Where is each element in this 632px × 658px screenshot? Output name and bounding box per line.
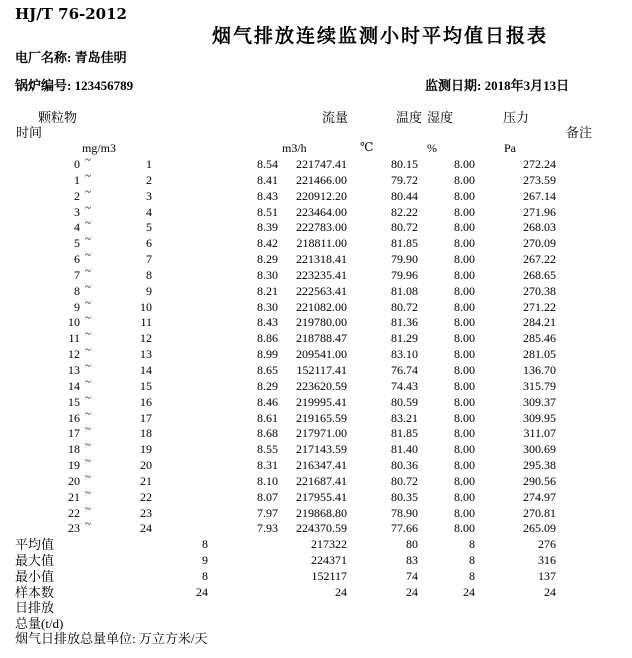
summary-pm: 8 xyxy=(202,568,208,583)
boiler-number-row xyxy=(15,75,133,94)
cell-pm: 8.54 xyxy=(257,157,278,171)
cell-pressure: 284.21 xyxy=(523,315,556,330)
cell-flow: 223620.59 xyxy=(296,378,347,393)
cell-pm: 8.29 xyxy=(257,252,278,267)
cell-pm: 8.31 xyxy=(257,458,278,473)
cell-hour-end: 7 xyxy=(146,252,152,267)
cell-flow: 219165.59 xyxy=(296,410,347,425)
cell-humidity: 8.00 xyxy=(454,394,475,409)
cell-hour-end: 6 xyxy=(146,236,152,251)
column-header-humidity: 湿度 xyxy=(427,110,454,125)
cell-pressure: 285.46 xyxy=(523,331,556,346)
footer-daily-emission-line2: 总量(t/d) xyxy=(15,615,64,631)
cell-flow: 221466.00 xyxy=(296,172,347,187)
cell-humidity: 8.00 xyxy=(454,458,475,473)
cell-humidity: 8.00 xyxy=(454,157,475,171)
cell-hour-start: 10 xyxy=(68,315,80,330)
summary-temp: 83 xyxy=(406,553,418,568)
cell-hour-start: 8 xyxy=(74,283,80,298)
cell-pressure: 271.96 xyxy=(523,204,556,219)
tilde-separator: ~ xyxy=(85,391,91,404)
cell-flow: 222783.00 xyxy=(296,220,347,235)
cell-pm: 8.43 xyxy=(257,315,278,330)
summary-flow: 217322 xyxy=(311,537,347,552)
cell-humidity: 8.00 xyxy=(454,299,475,314)
summary-pm: 9 xyxy=(202,553,208,568)
table-row xyxy=(0,407,632,427)
cell-hour-start: 9 xyxy=(74,299,80,314)
cell-pressure: 268.65 xyxy=(523,267,556,282)
cell-flow: 224370.59 xyxy=(296,521,347,536)
cell-temp: 78.90 xyxy=(391,505,418,520)
cell-hour-end: 10 xyxy=(140,299,152,314)
table-row xyxy=(0,344,632,363)
summary-row xyxy=(0,585,632,601)
cell-pressure: 270.81 xyxy=(523,505,556,520)
unit-temp: ℃ xyxy=(360,140,374,154)
summary-temp: 74 xyxy=(406,568,418,583)
table-row xyxy=(0,201,632,221)
cell-hour-start: 23 xyxy=(68,521,80,536)
cell-flow: 218788.47 xyxy=(296,331,347,346)
cell-humidity: 8.00 xyxy=(454,521,475,536)
cell-humidity: 8.00 xyxy=(454,315,475,330)
summary-humidity: 8 xyxy=(469,537,475,552)
cell-humidity: 8.00 xyxy=(454,505,475,520)
cell-pm: 8.61 xyxy=(257,410,278,425)
cell-hour-start: 5 xyxy=(74,236,80,251)
table-row xyxy=(0,312,632,331)
cell-hour-end: 17 xyxy=(140,410,152,425)
cell-temp: 81.36 xyxy=(391,315,418,330)
cell-pressure: 295.38 xyxy=(523,458,556,473)
cell-temp: 79.72 xyxy=(391,172,418,187)
cell-hour-start: 14 xyxy=(68,378,80,393)
cell-hour-start: 0 xyxy=(74,157,80,171)
table-row xyxy=(0,439,632,458)
cell-hour-start: 3 xyxy=(74,204,80,219)
cell-humidity: 8.00 xyxy=(454,442,475,457)
summary-pm: 8 xyxy=(202,537,208,552)
footer-daily-emission-line1: 日排放 xyxy=(15,600,55,615)
table-row xyxy=(0,423,632,442)
cell-flow: 221687.41 xyxy=(296,473,347,488)
cell-hour-end: 19 xyxy=(140,442,152,457)
monitor-date-label: 监测日期: xyxy=(425,78,482,93)
summary-pressure: 24 xyxy=(544,584,556,599)
tilde-separator: ~ xyxy=(85,439,91,452)
table-row xyxy=(0,233,632,252)
table-row xyxy=(0,280,632,300)
cell-pm: 8.42 xyxy=(257,236,278,251)
table-row xyxy=(0,296,632,316)
tilde-separator: ~ xyxy=(85,407,91,420)
cell-temp: 76.74 xyxy=(391,362,418,377)
tilde-separator: ~ xyxy=(85,328,91,341)
cell-temp: 81.08 xyxy=(391,283,418,298)
cell-hour-end: 21 xyxy=(140,473,152,488)
table-row xyxy=(0,169,632,189)
summary-row xyxy=(0,537,632,553)
summary-row xyxy=(0,553,632,569)
table-rows xyxy=(0,154,632,601)
tilde-separator: ~ xyxy=(85,217,91,230)
cell-hour-start: 4 xyxy=(74,220,80,235)
cell-pm: 8.86 xyxy=(257,331,278,346)
cell-flow: 218811.00 xyxy=(296,236,347,251)
cell-hour-end: 23 xyxy=(140,505,152,520)
cell-pressure: 273.59 xyxy=(523,172,556,187)
tilde-separator: ~ xyxy=(85,375,91,388)
tilde-separator: ~ xyxy=(85,185,91,198)
cell-temp: 81.29 xyxy=(391,331,418,346)
cell-hour-start: 6 xyxy=(74,252,80,267)
cell-pm: 8.55 xyxy=(257,442,278,457)
cell-hour-start: 22 xyxy=(68,505,80,520)
summary-humidity: 8 xyxy=(469,553,475,568)
cell-temp: 81.85 xyxy=(391,426,418,441)
cell-pm: 8.30 xyxy=(257,299,278,314)
column-header-flow: 流量 xyxy=(322,110,349,125)
cell-hour-end: 14 xyxy=(140,362,152,377)
summary-humidity: 24 xyxy=(463,584,475,599)
cell-hour-end: 18 xyxy=(140,426,152,441)
cell-humidity: 8.00 xyxy=(454,410,475,425)
cell-pressure: 270.38 xyxy=(523,283,556,298)
plant-name-label: 电厂名称: xyxy=(15,50,72,65)
column-header-temp: 温度 xyxy=(396,110,423,125)
cell-temp: 83.10 xyxy=(391,347,418,362)
summary-flow: 224371 xyxy=(311,553,347,568)
cell-temp: 82.22 xyxy=(391,204,418,219)
cell-flow: 217971.00 xyxy=(296,426,347,441)
cell-pm: 8.51 xyxy=(257,204,278,219)
cell-pm: 7.97 xyxy=(257,505,278,520)
cell-flow: 152117.41 xyxy=(296,362,347,377)
cell-pressure: 311.07 xyxy=(523,426,556,441)
cell-hour-end: 16 xyxy=(140,394,152,409)
cell-flow: 221747.41 xyxy=(296,157,347,171)
cell-humidity: 8.00 xyxy=(454,283,475,298)
column-header-pm: 颗粒物 xyxy=(38,110,78,125)
cell-humidity: 8.00 xyxy=(454,331,475,346)
cell-hour-end: 1 xyxy=(146,157,152,171)
cell-hour-end: 8 xyxy=(146,267,152,282)
cell-pressure: 272.24 xyxy=(523,157,556,171)
cell-temp: 81.85 xyxy=(391,236,418,251)
cell-humidity: 8.00 xyxy=(454,267,475,282)
summary-flow: 152117 xyxy=(311,568,347,583)
tilde-separator: ~ xyxy=(85,201,91,214)
monitor-date-value: 2018年3月13日 xyxy=(484,78,570,93)
summary-pressure: 276 xyxy=(538,537,556,552)
cell-pressure: 265.09 xyxy=(523,521,556,536)
cell-humidity: 8.00 xyxy=(454,172,475,187)
cell-temp: 79.90 xyxy=(391,252,418,267)
cell-humidity: 8.00 xyxy=(454,426,475,441)
cell-temp: 80.59 xyxy=(391,394,418,409)
cell-pressure: 270.09 xyxy=(523,236,556,251)
cell-temp: 80.72 xyxy=(391,220,418,235)
column-header-time: 时间 xyxy=(16,125,43,140)
cell-pm: 8.65 xyxy=(257,362,278,377)
tilde-separator: ~ xyxy=(85,249,91,262)
tilde-separator: ~ xyxy=(85,264,91,277)
cell-hour-end: 24 xyxy=(140,521,152,536)
column-header-pressure: 压力 xyxy=(503,110,530,125)
cell-pm: 8.43 xyxy=(257,188,278,203)
cell-temp: 80.15 xyxy=(391,157,418,171)
cell-hour-end: 13 xyxy=(140,347,152,362)
table-row xyxy=(0,455,632,474)
cell-pm: 8.10 xyxy=(257,473,278,488)
cell-hour-end: 20 xyxy=(140,458,152,473)
cell-hour-start: 16 xyxy=(68,410,80,425)
summary-label: 样本数 xyxy=(15,584,55,600)
cell-hour-start: 17 xyxy=(68,426,80,441)
cell-humidity: 8.00 xyxy=(454,489,475,504)
cell-flow: 220912.20 xyxy=(296,188,347,203)
summary-row xyxy=(0,569,632,585)
tilde-separator: ~ xyxy=(85,502,91,515)
tilde-separator: ~ xyxy=(85,154,91,166)
cell-hour-start: 2 xyxy=(74,188,80,203)
plant-name-row xyxy=(15,47,127,66)
cell-humidity: 8.00 xyxy=(454,362,475,377)
summary-pressure: 316 xyxy=(538,553,556,568)
cell-pressure: 274.97 xyxy=(523,489,556,504)
report-title: 烟气排放连续监测小时平均值日报表 xyxy=(212,26,549,47)
table-row xyxy=(0,328,632,347)
cell-pm: 8.21 xyxy=(257,283,278,298)
cell-flow: 217143.59 xyxy=(296,442,347,457)
tilde-separator: ~ xyxy=(85,296,91,309)
cell-temp: 80.44 xyxy=(391,188,418,203)
cell-hour-end: 4 xyxy=(146,204,152,219)
cell-hour-start: 20 xyxy=(68,473,80,488)
plant-name-value: 青岛佳明 xyxy=(74,50,127,65)
summary-temp: 24 xyxy=(406,584,418,599)
summary-label: 最小值 xyxy=(15,568,55,584)
tilde-separator: ~ xyxy=(85,486,91,499)
table-row xyxy=(0,264,632,284)
table-row xyxy=(0,375,632,395)
cell-flow: 219868.80 xyxy=(296,505,347,520)
summary-pm: 24 xyxy=(196,584,208,599)
cell-pm: 8.68 xyxy=(257,426,278,441)
cell-pressure: 309.95 xyxy=(523,410,556,425)
table-row xyxy=(0,154,632,173)
tilde-separator: ~ xyxy=(85,470,91,483)
cell-temp: 80.72 xyxy=(391,473,418,488)
cell-pressure: 300.69 xyxy=(523,442,556,457)
cell-hour-start: 7 xyxy=(74,267,80,282)
summary-pressure: 137 xyxy=(538,568,556,583)
cell-pm: 8.39 xyxy=(257,220,278,235)
cell-hour-end: 12 xyxy=(140,331,152,346)
table-row xyxy=(0,391,632,411)
cell-hour-end: 3 xyxy=(146,188,152,203)
cell-flow: 223464.00 xyxy=(296,204,347,219)
cell-pm: 8.30 xyxy=(257,267,278,282)
cell-hour-start: 1 xyxy=(74,172,80,187)
summary-humidity: 8 xyxy=(469,568,475,583)
cell-humidity: 8.00 xyxy=(454,473,475,488)
cell-flow: 223235.41 xyxy=(296,267,347,282)
cell-hour-start: 18 xyxy=(68,442,80,457)
cell-hour-end: 11 xyxy=(140,315,152,330)
cell-flow: 219995.41 xyxy=(296,394,347,409)
cell-pressure: 136.70 xyxy=(523,362,556,377)
cell-pressure: 271.22 xyxy=(523,299,556,314)
cell-temp: 83.21 xyxy=(391,410,418,425)
cell-flow: 209541.00 xyxy=(296,347,347,362)
footer-total-unit-note: 烟气日排放总量单位: 万立方米/天 xyxy=(15,631,208,647)
cell-pm: 8.99 xyxy=(257,347,278,362)
unit-flow: m3/h xyxy=(282,141,307,155)
cell-humidity: 8.00 xyxy=(454,252,475,267)
tilde-separator: ~ xyxy=(85,518,91,531)
tilde-separator: ~ xyxy=(85,169,91,182)
cell-humidity: 8.00 xyxy=(454,236,475,251)
cell-hour-end: 22 xyxy=(140,489,152,504)
unit-humidity: % xyxy=(427,141,437,155)
tilde-separator: ~ xyxy=(85,455,91,468)
cell-humidity: 8.00 xyxy=(454,378,475,393)
table-row xyxy=(0,185,632,205)
boiler-number-value: 123456789 xyxy=(74,78,134,93)
cell-hour-start: 11 xyxy=(68,331,80,346)
table-row xyxy=(0,359,632,379)
cell-hour-end: 5 xyxy=(146,220,152,235)
table-row xyxy=(0,470,632,490)
cell-hour-start: 12 xyxy=(68,347,80,362)
cell-flow: 222563.41 xyxy=(296,283,347,298)
cell-pm: 8.07 xyxy=(257,489,278,504)
cell-pressure: 268.03 xyxy=(523,220,556,235)
summary-label: 最大值 xyxy=(15,553,55,569)
table-row xyxy=(0,518,632,537)
tilde-separator: ~ xyxy=(85,344,91,357)
cell-temp: 81.40 xyxy=(391,442,418,457)
tilde-separator: ~ xyxy=(85,423,91,436)
cell-hour-start: 15 xyxy=(68,394,80,409)
cell-temp: 80.36 xyxy=(391,458,418,473)
table-row xyxy=(0,502,632,522)
unit-pressure: Pa xyxy=(504,141,516,155)
cell-pm: 8.41 xyxy=(257,172,278,187)
cell-pm: 8.29 xyxy=(257,378,278,393)
cell-temp: 79.96 xyxy=(391,267,418,282)
cell-hour-end: 2 xyxy=(146,172,152,187)
cell-hour-end: 15 xyxy=(140,378,152,393)
summary-label: 平均值 xyxy=(15,537,55,553)
monitor-date-row xyxy=(425,75,569,94)
tilde-separator: ~ xyxy=(85,312,91,325)
tilde-separator: ~ xyxy=(85,280,91,293)
summary-temp: 80 xyxy=(406,537,418,552)
table-row xyxy=(0,249,632,268)
column-header-remark: 备注 xyxy=(566,125,593,140)
cell-pressure: 290.56 xyxy=(523,473,556,488)
cell-humidity: 8.00 xyxy=(454,188,475,203)
cell-hour-end: 9 xyxy=(146,283,152,298)
cell-pm: 8.46 xyxy=(257,394,278,409)
cell-pressure: 267.22 xyxy=(523,252,556,267)
cell-pressure: 315.79 xyxy=(523,378,556,393)
cell-pm: 7.93 xyxy=(257,521,278,536)
cell-pressure: 281.05 xyxy=(523,347,556,362)
cell-humidity: 8.00 xyxy=(454,220,475,235)
cell-temp: 80.72 xyxy=(391,299,418,314)
table-row xyxy=(0,486,632,506)
cell-flow: 219780.00 xyxy=(296,315,347,330)
cell-flow: 216347.41 xyxy=(296,458,347,473)
summary-flow: 24 xyxy=(335,584,347,599)
cell-flow: 217955.41 xyxy=(296,489,347,504)
boiler-number-label: 锅炉编号: xyxy=(15,78,72,93)
cell-pressure: 309.37 xyxy=(523,394,556,409)
cell-temp: 74.43 xyxy=(391,378,418,393)
cell-hour-start: 19 xyxy=(68,458,80,473)
cell-flow: 221318.41 xyxy=(296,252,347,267)
cell-hour-start: 13 xyxy=(68,362,80,377)
cell-humidity: 8.00 xyxy=(454,347,475,362)
cell-temp: 80.35 xyxy=(391,489,418,504)
unit-pm: mg/m3 xyxy=(82,141,117,155)
cell-flow: 221082.00 xyxy=(296,299,347,314)
cell-pressure: 267.14 xyxy=(523,188,556,203)
table-row xyxy=(0,217,632,236)
cell-temp: 77.66 xyxy=(391,521,418,536)
standard-number: HJ/T 76-2012 xyxy=(15,5,127,23)
tilde-separator: ~ xyxy=(85,233,91,246)
cell-humidity: 8.00 xyxy=(454,204,475,219)
cell-hour-start: 21 xyxy=(68,489,80,504)
table-footer xyxy=(15,600,207,647)
tilde-separator: ~ xyxy=(85,359,91,372)
